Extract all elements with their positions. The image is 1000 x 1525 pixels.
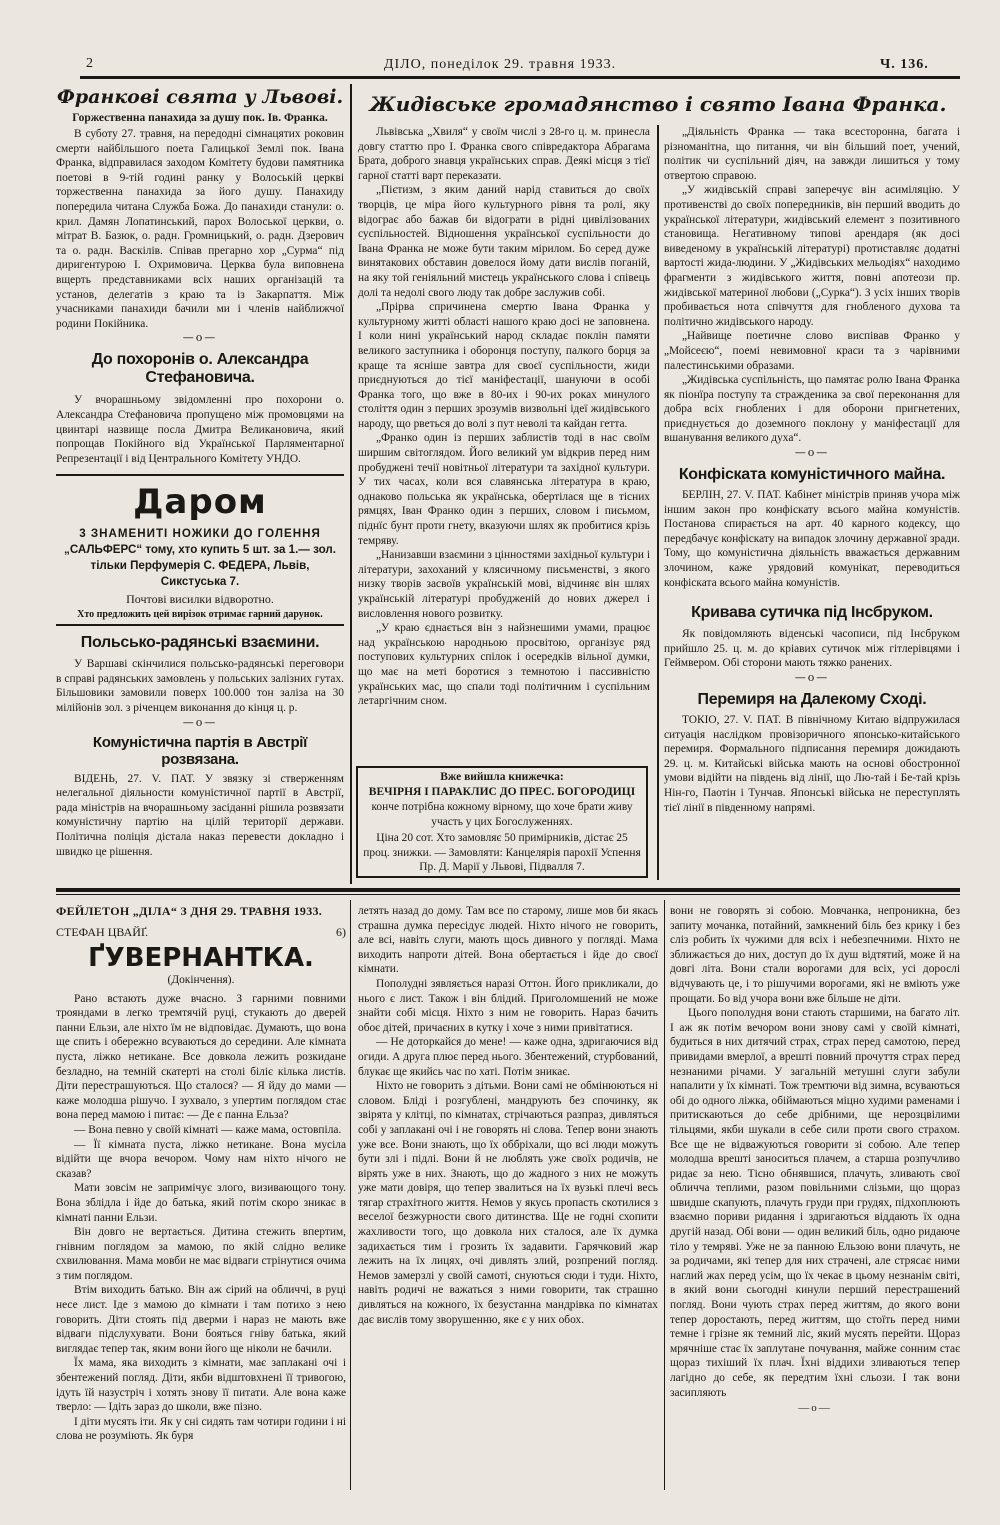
feuilleton-end-mark: —o— <box>798 1402 832 1415</box>
ad-line-1: 3 ЗНАМЕНИТІ НОЖИКИ ДО ГОЛЕННЯ <box>79 527 321 541</box>
column-rule-left <box>350 84 352 884</box>
innsbruck-body: Як повідомляють віденські часописи, під Інсбруком прийшло 25. ц. м. до кріавих сутичок між гітлерівцями і Геймвером. Обі сторони мають тяжко ранених. <box>664 628 960 670</box>
feuilleton-part: 6) <box>336 925 346 939</box>
ad-line-6: Хто предложить цей вирізок отримає гарний дарунок. <box>77 609 323 621</box>
feuilleton-col2: летять назад до дому. Там все по старому, лише мов би якась страшна думка пересідує людей. Ніхто нічого не говорить, але всі, навіть слуги, мають щось дивного у погляді. Мама виходить напроти дітей. Вона обертається і йде до своєї кімнати. Пополудні зявляється наразі Оттон. Його прикликали, до нього є лист. Також і він блідий. Приголомшений не може знайти собі місця. Ніхто з ним не говорить. Нараз бачить обоє дітей, причаєних в кутку і хоче з ними привітатися. — Не доторкайся до мене! — каже одна, здригаючися від огиди. А друга плює перед нього. Збентежений, стурбований, блукає ще якийсь час по хаті. Потім зникає. Ніхто не говорить з дітьми. Вони самі не обмінюються ні словом. Бліді і розгублені, мандрують без спочинку, як звірята у клітці, по кімнатах, стрічаються разпраз, дивляться собі у заплакані очі і не говорять ні слова. Тепер вони знають уже все. Вони знають, що їх оббріхали, що всі люди можуть бути злі і підлі. Вони й не люблять уже своїх родичів, не вірять уже в них. Знають, що до жадного з них не можуть уже мати довіря, що тепер звалиться на їх вузькі плечі весь тягар страхітного життя. Немов у якусь пропасть скотилися з веселої безжурности свого дитинства. Ще не годні схопити жахливости того, що довкола них сталося, але їх думка задихається тим і грозить їх задавити. Гарячковий жар лежить на їх лицях, очі дивлять злий, розпрений погляд. Немов замерзлі у своїй самоті, снуються сюди і туди. Ніхто, навіть родичі не важаться з ними говорити, так страшно дивляться на кожного, їх безустанна мандрівка по кімнатах дає вислів тому зворушенню, яке є у них обох. <box>358 905 658 1326</box>
far-east-body: ТОКІО, 27. V. ПАТ. В північному Китаю відпружилася ситуація наслідком провізоричного японсько-китайського перемиря. Формального підписання перемиря дожидають 29. ц. м. Китайські війська мають на основі обостронної умови відійти на південь від лінії, що Лю-тай і Бе-тай крізь Нін-го, Паотін і Тунчав. Японські війська не переступлять тієї лінії в південному напрямі. <box>664 714 960 814</box>
razor-ad <box>56 474 344 626</box>
separator: —o— <box>182 331 218 345</box>
ad-line-3: тільки Перфумерія С. ФЕДЕРА, Львів, <box>90 559 310 573</box>
far-east-title: Перемиря на Далекому Сході. <box>697 691 927 708</box>
feuilleton-col1-body: Рано встають дуже вчасно. З гарними повними трояндами в легко тремтячій руці, стукають до дверей панни Ельзи, але ніхто їм не відповідає. Думають, що вона ще спить і обережно всуваються до середини. Але кімната пуста, ліжко нетикане. Все довкола лежить розкидане безладно, на темній скатерті на столі біліє кілька листів. Діти перестрашуються. Що сталося? — Я йду до мами — каже молодша рішучо. І зухвало, з упертим поглядом стає вона перед мамою і питає: — Де є панна Ельза? — Вона певно у своїй кімнаті — каже мама, остовпіла. — Її кімната пуста, ліжко нетикане. Вона мусіла відійти ще вчора вечором. Чому нам ніхто нічого не сказав? Мати зовсім не запримічує злого, визивающого тону. Вона зблідла і йде до батька, який потім скоро зникає в кімнаті панни Ельзи. Він довго не вертається. Дитина стежить впертим, гнівним поглядом за мамою, по якій слідно велике схвилювання. Мама мовби не має відваги стрінутися очима з тим поглядом. Втім виходить батько. Він аж сірий на обличчі, в руці несе лист. Іде з мамою до кімнати і там потихо з нею говорить. Діти стоять під дверми і нараз не мають вже відваги підслухувати. Вони бояться гніву батька, який виглядає тепер так, яким вони його ще ніколи не бачили. Їх мама, яка виходить з кімнати, має заплакані очі і збентежений погляд. Діти, якби відштовхнені її тривогою, ідуть їй назустріч і хотять знову її питати. Але вона каже тверло: — Ідіть зараз до школи, вже пізно. І діти мусять іти. Як у сні сидять там чотири години і ні слова не розуміють. Як буря <box>56 992 346 1443</box>
franko-festival-subtitle: Горжественна панахида за душу пок. Ів. Франка. <box>72 112 328 124</box>
feuilleton-col3: вони не говорять зі собою. Мовчанка, непроникна, без запиту мочанка, потайний, замкнений біль без крику і без сліз робить їх чужими для всіх і небезпечними. Ніхто не зближається до них, доступ до їх душ відтятий, може й на довгі літа. Вони стали ворогами для всіх, усі дорослі відчувають це, і то рішучими ворогами, які не вміють уже прощати. Бо від учора вони вже більше не діти. Цього пополудня вони стають старшими, на багато літ. І аж як потім вечором вони знову самі у своїй кімнаті, будиться в них дитячий страх, страх перед самотою, перед привидами вмерлої, а врешті повний прочуття страх перед незнаними річами. У загальній метушні слуги забули напалити у їх кімнаті. Тож тремтючи від зимна, всуваються обі до одного ліжка, обіймаються міцно худими раменами і притискаються до себе дрібними, ще нерозцвілими тільцями, якби шукали в себе сили проти свого страхом. Все ще не відважуються говорити зі собою. Але тепер молодша врешті заноситься плачем, а старша розпучливо ридає за нею. Тісно обнявшися, плачуть, зливають свої обличча теплими, разом повільними слізьми, що щораз швидше скапують, плачуть груди при грудях, підхоплюють взаємно пориви ридання і здригаються віддають їх одна другій назад. Обі вони — один великий біль, одно ридаюче тіло у темряві. Уже не за панною Ельзою вони плачуть, не за родичами, які тепер для них страчені, але стрясає ними наглий жах перед усім, що їх чекає в цьому незнанім світі, в який вони сьогодні кинули перший перестрашений погляд. Вони чують страх перед життям, до якого вони тепер доростають, перед життям, що стоїть перед ними темне і грізне як темний ліс, який мусять перейти. Щораз мрячніше стає їх заплутане почування, майже сонним стає щораз тихіший їх плач. Їхні віддихи зливаються тепер лагідно до себе, як передтим їхні сльози. І так вони засипляють —o— <box>670 905 960 1415</box>
feuilleton-rule-left <box>350 900 351 1490</box>
issue-number: Ч. 136. <box>880 57 929 72</box>
separator: —o— <box>182 715 218 729</box>
jewish-article-title: Жидівське громадянство і свято Івана Франка. <box>369 92 947 116</box>
funeral-body: У вчорашньому звідомленні про похорони о. Александра Стефановича пропущено між промовцями на цвинтарі назвище посла Дмитра Великановича, який попрощав Покійного від Української Парляментарної Репрезентації і від Центрального Комітету УНДО. <box>56 394 344 465</box>
ad-line-5: Почтові висилки відворотно. <box>126 592 274 607</box>
polish-soviet-title: Польсько-радянські взаємини. <box>80 634 320 652</box>
innsbruck-title: Кривава сутичка під Інсбруком. <box>691 604 933 622</box>
funeral-title: До похоронів о. Александра Стефановича. <box>91 351 309 387</box>
separator: —o— <box>794 671 830 684</box>
booklet-ad <box>356 766 648 878</box>
booklet-body: конче потрібна кожному вірному, що хоче брати живу участь у цих Богослуженнях. Ціна 20 сот. Хто замовляє 50 примірників, дістає 25 проц. знижки. — Замовляти: Канцелярія парохії Успення Пр. Д. Марії у Львові, Підвалля 7. <box>363 801 641 874</box>
feuilleton-banner: ФЕЙЛЕТОН „ДІЛА“ З ДНЯ 29. ТРАВНЯ 1933. <box>56 904 323 918</box>
feuilleton-rule-right <box>664 900 665 1490</box>
left-column <box>56 84 344 884</box>
jewish-article-col1: Львівська „Хвиля“ у своїм числі з 28-го ц. м. принесла довгу статтю про І. Франка свого співредактора Абрагама Брата, доброго знавця українських справ. Деякі місця з тієї гарної статті варт переказати. „Пієтизм, з яким даний нарід ставиться до своїх творців, це міра його культурного рівня та ролі, яку відограє або бажав би відограти в рідні цивілізованих суспільностей. Відношення української суспільности до Івана Франка не може бути таким мірилом. Бо серед дуже винятакових обставин довелося йому дати вислів поганій, на яку той геніяльний мистець українського слова і співець долі та недолі свого люду так добре заслужив собі. „Прірва спричинена смертю Івана Франка у культурному житті області нашого краю досі не заповнена. І коли нині український народ складає поклін памяти великого заступника і оборонця поступу, палкого борця за краще та ясніше завтра для своєї суспільности, жиди приєднуються до тієї маніфестації, шануючи в особі Франка того, що вже в 80-их і 90-их роках минулого століття один з перших зрозумів визвольні ідеї жидівського народу, що рветься до волі з пут неволі та кайдан гетта. „Франко один із перших заблистів тоді в нас своїм ширшим світоглядом. Його великий ум відкрив перед ним пробуджені течії новітньої літератури та західної культури. У тих часах, коли вся славянська література в краю, однаково польська як українська, обертілася ще в тісних рямцях, Іван Франко один з перших, словом і письмом, піднїс бунт проти гнету, вказуючи шлях як пробитися крізь темряву. „Нанизавши взаємини з цінностями західньої культури і літератури, захоханий у клясичному письменстві, з якого низку творів засвоїв українській мові, відчиняє він шлях українській літературі пробудженій до нових джерел і висловлення нового розвитку. „У краю єднається він з найзнешими умами, працює над українською народньою просвітою, організує ряд поступових культурних спілок і осередків вільної думки, що має на меті боротися з темнотою і пассивністю українських мас, що спали тоді політичним і суспільним летаргічним сном. <box>358 126 650 708</box>
austria-title: Комуністична партія в Австрії розвязана. <box>92 733 308 768</box>
austria-body: ВІДЕНЬ, 27. V. ПАТ. У звязку зі стверженням нелегальної діяльности комуністичної партії в Австрії, рада міністрів на вчорашньому засіданні рішила розвязати комуністичну партію на цілій території держави. Політична поліція дістала наказ перевести докладно і швидко це рішення. <box>56 772 344 858</box>
ad-line-4: Сикстуська 7. <box>160 575 240 589</box>
page-number: 2 <box>86 56 94 71</box>
polish-soviet-body: У Варшаві скінчилися польсько-радянські переговори в справі радянських замовлень у польських залізних гутах. Більшовики замовили поверх 100.000 тон заліза на 30 мілійонів зол. з річенцем виконання до кінця ц. р. <box>56 658 344 715</box>
jewish-article-col2: „Діяльність Франка — така всесторонна, багата і різноманітна, що питання, чи він більший поет, учений, політик чи суспільний діяч, на завжди лишиться у тому отвертою справою. „У жидівській справі заперечує він асиміляцію. У противенстві до своїх попередників, він перший вводить до української літератури, жидівський елемент з позитивного становища. Негативному типові арендаря (як досі виведеному в українській літературі) протиставляє додатні вартості жида-людини. У „Жидівських мельодіях“ находимо фрагменти з жидівського життя, повні апотеози пр. жидівської материної любови („Сурка“). З усіх інших творів пробивається нота співчуття для гнобленого духова та політично жидівського народу. „Найвище поетичне слово виспівав Франко у „Мойсеєю“, поемі невимовної краси та з чарівними палестинськими образами. „Жидівська суспільність, що памятає ролю Івана Франка як піонїра поступу та стражденика за свої переконання для добра всіх гноблених і для оборони пригнетених, приєднується до доземного поклону у маніфестації для вшанування великого духа“. <box>664 126 960 445</box>
feuilleton-col1 <box>56 904 346 1494</box>
right-column <box>664 125 960 885</box>
feuilleton-subtitle: (Докінчення). <box>167 974 235 986</box>
ad-line-2: „САЛЬФЕРС“ тому, хто купить 5 шт. за 1.— зол. <box>64 543 336 557</box>
confiscation-body: БЕРЛІН, 27. V. ПАТ. Кабінет міністрів приняв учора між іншим закон про конфіскату всього майна комуністів. Постанова спирається на арт. 40 карного кодексу, що передбачує конфіскату на випадок злочину державної зради. Тому, що комуністична діяльність вважається державним злочином, каже урядовий комунікат, переводиться конфіската всього майна комуністів. <box>664 489 960 589</box>
franko-festival-body: В суботу 27. травня, на передодні сімнацятих роковин смерти найбільшого поета Галицької Землі пок. Івана Франка, відправилася заходом Комітету будови памятника поетові в 9-тій годині ранку у Волоській церкві торжественна панахида за його душу. Панахиду попередила читана Служба Божа. До панахиди станули: о. крил. Дамян Лопатинський, парох Волоської церкви, о. мітрат В. Базюк, о. радн. Громницький, о. радн. Дзерович та о. радн. Васкілів. Співав прегарно хор „Сурма“ під диригентурою І. Охримовича. Церква була виповнена вщерть представниками всіх наших організацій та установ, делегатів з краю та із Закарпаття. Між учасниками панахиди бачили ми і членів найближчої родини Покійника. <box>56 128 344 330</box>
column-rule-right <box>657 125 659 880</box>
ad-title: Даром <box>133 482 267 523</box>
separator: —o— <box>794 446 830 460</box>
header-rule <box>80 76 960 79</box>
franko-festival-title: Франкові свята у Львові. <box>56 86 344 108</box>
feuilleton-rule-thin <box>56 894 960 895</box>
booklet-name: ВЕЧІРНЯ І ПАРАКЛИС ДО ПРЕС. БОГОРОДИЦІ <box>368 786 636 798</box>
masthead: ДІЛО, понеділок 29. травня 1933. <box>383 57 617 72</box>
confiscation-title: Конфіската комуністичного майна. <box>678 466 946 484</box>
feuilleton-author: СТЕФАН ЦВАЙҐ. <box>56 925 149 939</box>
feuilleton-title: ҐУВЕРНАНТКА. <box>88 943 314 973</box>
booklet-title: Вже вийшла книжечка: <box>440 771 564 783</box>
feuilleton-rule <box>56 888 960 892</box>
